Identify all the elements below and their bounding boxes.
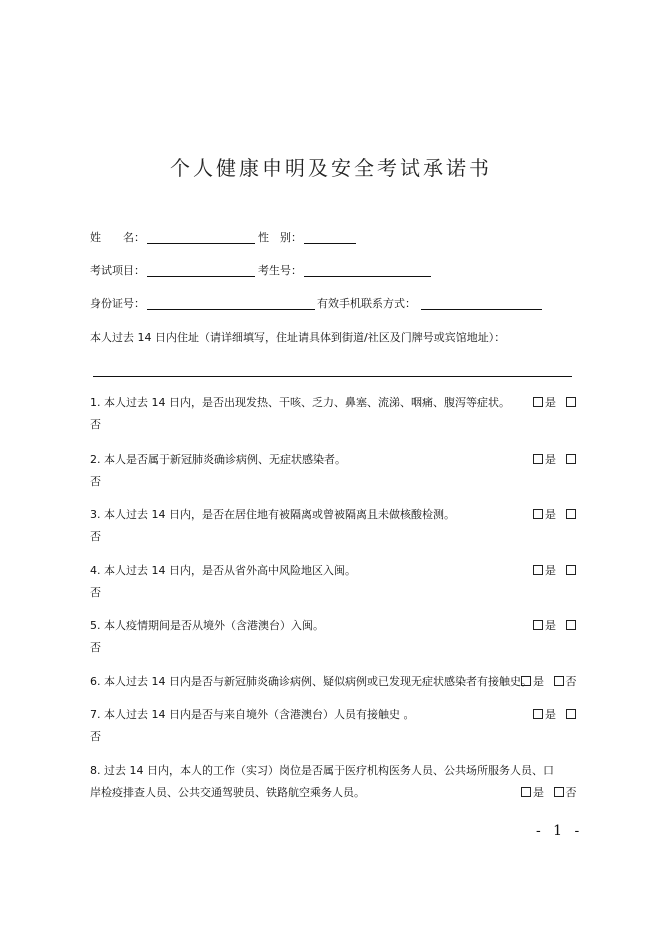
q5-no-checkbox[interactable] <box>566 620 576 630</box>
phone-field[interactable] <box>421 309 542 310</box>
q4-yes-checkbox[interactable] <box>533 565 543 575</box>
question-2: 2. 本人是否属于新冠肺炎确诊病例、无症状感染者。 <box>90 453 346 466</box>
exam-no-label: 考生号： <box>258 264 302 277</box>
q3-yes-checkbox[interactable] <box>533 509 543 519</box>
id-field[interactable] <box>147 309 315 310</box>
q1-no-label: 否 <box>90 418 101 431</box>
q2-no-label: 否 <box>90 475 101 488</box>
page-number: - 1 - <box>536 823 584 839</box>
q4-no-checkbox[interactable] <box>566 565 576 575</box>
question-6: 6. 本人过去 14 日内是否与新冠肺炎确诊病例、疑似病例或已发现无症状感染者有接触史。 <box>90 675 532 688</box>
question-4: 4. 本人过去 14 日内，是否从省外高中风险地区入闽。 <box>90 564 356 577</box>
address-label: 本人过去 14 日内住址（请详细填写，住址请具体到街道/社区及门牌号或宾馆地址）： <box>90 331 506 344</box>
q8-no-checkbox[interactable] <box>554 787 564 797</box>
q5-yes-checkbox[interactable] <box>533 620 543 630</box>
q1-options: 是 <box>533 396 578 410</box>
id-label: 身份证号： <box>90 297 145 310</box>
q5-no-label: 否 <box>90 641 101 654</box>
q2-yes-checkbox[interactable] <box>533 454 543 464</box>
q3-no-label: 否 <box>90 530 101 543</box>
q4-no-label: 否 <box>90 586 101 599</box>
exam-item-label: 考试项目： <box>90 264 145 277</box>
name-label: 姓 名： <box>90 231 145 244</box>
question-1: 1. 本人过去 14 日内，是否出现发热、干咳、乏力、鼻塞、流涕、咽痛、腹泻等症状。 <box>90 396 510 409</box>
q1-no-checkbox[interactable] <box>566 397 576 407</box>
question-3: 3. 本人过去 14 日内，是否在居住地有被隔离或曾被隔离且未做核酸检测。 <box>90 508 455 521</box>
q7-options: 是 <box>533 708 578 722</box>
q1-yes-checkbox[interactable] <box>533 397 543 407</box>
name-field[interactable] <box>147 243 255 244</box>
question-8-line2: 岸检疫排查人员、公共交通驾驶员、铁路航空乘务人员。 <box>90 786 365 799</box>
phone-label: 有效手机联系方式： <box>317 297 416 310</box>
document-title: 个人健康申明及安全考试承诺书 <box>170 156 492 180</box>
gender-label: 性 别： <box>258 231 302 244</box>
exam-item-field[interactable] <box>147 276 255 277</box>
question-8: 8. 过去 14 日内，本人的工作（实习）岗位是否属于医疗机构医务人员、公共场所服务人员、口 <box>90 764 554 777</box>
q2-no-checkbox[interactable] <box>566 454 576 464</box>
q7-no-checkbox[interactable] <box>566 709 576 719</box>
q2-options: 是 <box>533 453 578 467</box>
q7-yes-checkbox[interactable] <box>533 709 543 719</box>
exam-no-field[interactable] <box>304 276 431 277</box>
q4-options: 是 <box>533 564 578 578</box>
q8-options: 是 否 <box>521 786 577 800</box>
question-5: 5. 本人疫情期间是否从境外（含港澳台）入闽。 <box>90 619 324 632</box>
question-7: 7. 本人过去 14 日内是否与来自境外（含港澳台）人员有接触史 。 <box>90 708 415 721</box>
q3-options: 是 <box>533 508 578 522</box>
q6-yes-checkbox[interactable] <box>521 676 531 686</box>
gender-field[interactable] <box>304 243 356 244</box>
q6-options: 是 否 <box>521 675 577 689</box>
q8-yes-checkbox[interactable] <box>521 787 531 797</box>
q5-options: 是 <box>533 619 578 633</box>
q3-no-checkbox[interactable] <box>566 509 576 519</box>
q7-no-label: 否 <box>90 730 101 743</box>
address-field[interactable] <box>93 376 572 377</box>
q6-no-checkbox[interactable] <box>554 676 564 686</box>
